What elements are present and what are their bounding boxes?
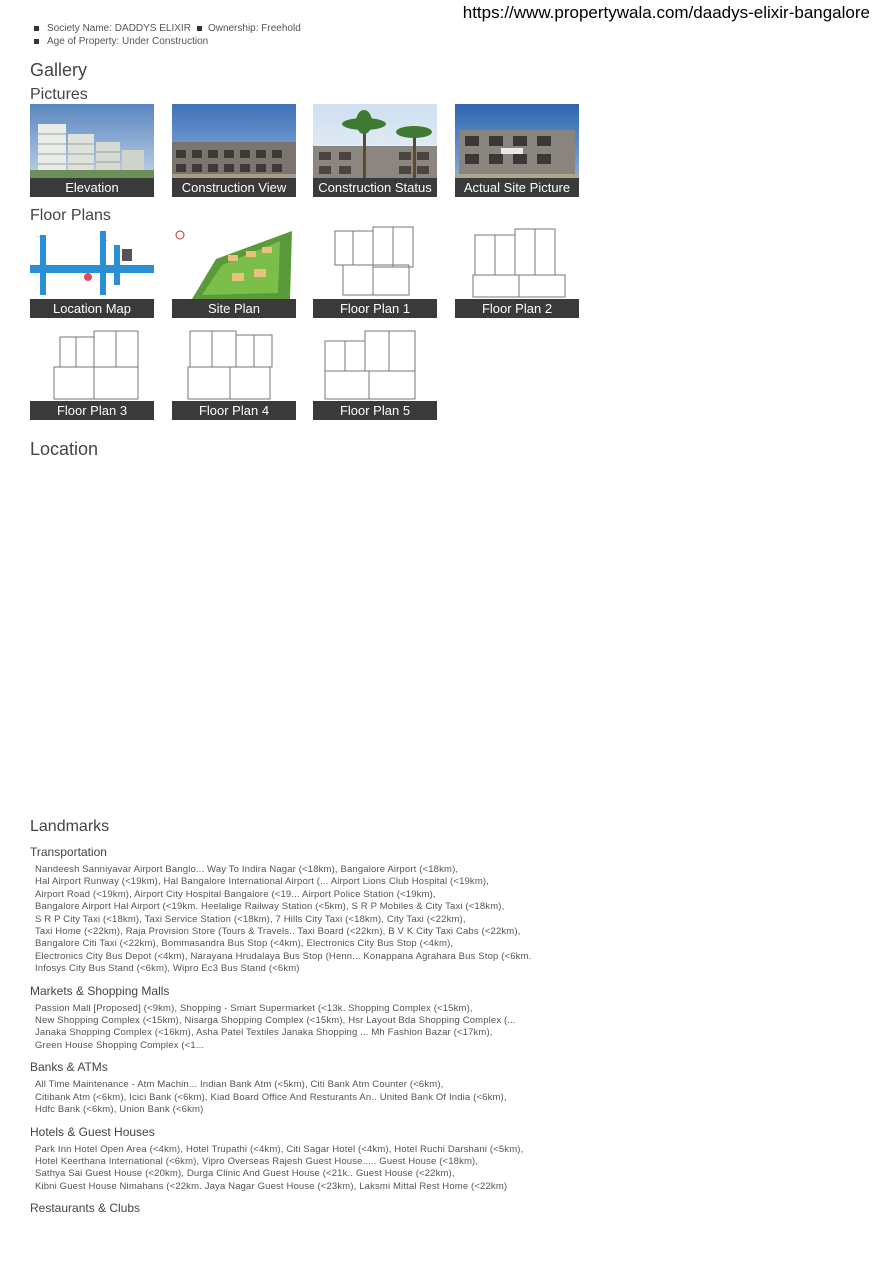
floorplan-caption: Floor Plan 2 [455,299,579,318]
landmark-line: Citibank Atm (<6km), Icici Bank (<6km), Kiad Board Office And Resturants An.. United Bank Of India (<6km), [35,1091,507,1103]
landmark-line: Sathya Sai Guest House (<20km), Durga Clinic And Guest House (<21k.. Guest House (<22km), [35,1168,455,1180]
page-url[interactable]: https://www.propertywala.com/daadys-elixir-bangalore [462,3,870,22]
floorplan-caption: Floor Plan 1 [313,299,437,318]
location-heading: Location [30,439,99,459]
landmark-line: Hotel Keerthana International (<6km), Vipro Overseas Rajesh Guest House..... Guest House (<18km), [35,1155,479,1167]
details-row-2 [34,35,301,48]
landmark-line: Bangalore Airport Hal Airport (<19km. Heelalige Railway Station (<5km), S R P Mobiles & City Taxi (<18km), [35,901,505,913]
floorplan-tile-2[interactable] [455,225,579,318]
picture-caption: Construction Status [313,178,437,197]
floorplan-tile-5[interactable] [313,327,437,420]
property-age: Age of Property: Under Construction [47,36,209,47]
landmark-line: Infosys City Bus Stand (<6km), Wipro Ec3 Bus Stand (<6km) [35,963,300,975]
landmark-line: Taxi Home (<22km), Raja Provision Store (Tours & Travels.. Taxi Board (<22km), B V K City Taxi Cabs (<22km), [35,926,521,938]
pictures-heading: Pictures [30,86,88,103]
floorplan-tile-1[interactable] [313,225,437,318]
floorplan-caption: Site Plan [172,299,296,318]
landmark-line: Airport Road (<19km), Airport City Hospital Bangalore (<19... Airport Police Station (<19km), [35,888,436,900]
picture-caption: Construction View [172,178,296,197]
landmark-line: Nandeesh Sanniyavar Airport Banglo... Way To Indira Nagar (<18km), Bangalore Airport (<18km), [35,864,459,875]
details-row-1 [34,22,301,35]
landmark-line: Hal Airport Runway (<19km), Hal Bangalore International Airport (... Airport Lions Club Hospital (<19km), [35,876,490,888]
landmark-line: Janaka Shopping Complex (<16km), Asha Patel Textiles Janaka Shopping ... Mh Fashion Bazar (<17km), [35,1027,493,1039]
bullet-icon [34,39,39,44]
landmarks-heading: Landmarks [30,818,110,835]
picture-tile-construction-status[interactable] [313,104,437,197]
ownership: Ownership: Freehold [207,23,301,34]
floorplan-tile-site-plan[interactable] [172,225,296,318]
bullet-icon [197,26,202,31]
location-map-area[interactable] [30,468,590,808]
floorplan-tile-4[interactable] [172,327,296,420]
landmark-line: Hdfc Bank (<6km), Union Bank (<6km) [35,1104,204,1116]
landmark-category-title: Markets & Shopping Malls [30,983,170,998]
floorplans-heading: Floor Plans [30,207,111,224]
landmark-line: Electronics City Bus Depot (<4km), Narayana Hrudalaya Bus Stop (Henn... Konappana Agrahara Bus Stop (<6km. [35,950,532,962]
bullet-icon [34,26,39,31]
floorplan-tile-3[interactable] [30,327,154,420]
picture-tile-construction-view[interactable] [172,104,296,197]
landmark-category-title: Hotels & Guest Houses [30,1124,155,1139]
landmarks-list [30,845,870,1220]
floorplan-tile-location-map[interactable] [30,225,154,318]
svg-text:—: — [36,233,40,238]
picture-tile-actual-site[interactable] [455,104,579,197]
landmark-line: All Time Maintenance - Atm Machin... Indian Bank Atm (<5km), Citi Bank Atm Counter (<6km), [35,1079,444,1091]
landmark-line: S R P City Taxi (<18km), Taxi Service Station (<18km), 7 Hills City Taxi (<18km), City Taxi (<22km), [35,913,466,925]
landmark-category-items [30,1144,870,1194]
landmark-category-title: Banks & ATMs [30,1060,108,1075]
landmark-category-title: Restaurants & Clubs [30,1201,141,1216]
landmark-line: Passion Mall [Proposed] (<9km), Shopping - Smart Supermarket (<13k. Shopping Complex (<15km), [35,1002,473,1014]
svg-text:—: — [104,237,108,242]
landmark-line: Park Inn Hotel Open Area (<4km), Hotel Trupathi (<4km), Citi Sagar Hotel (<4km), Hotel Ruchi Darshani (<5km), [35,1143,524,1155]
picture-caption: Elevation [30,178,154,197]
landmark-line: Kibni Guest House Nimahans (<22km. Jaya Nagar Guest House (<23km), Laksmi Mittal Rest Home (<22km) [35,1180,508,1192]
floorplan-caption: Floor Plan 4 [172,401,296,420]
landmark-category-title: Transportation [30,845,107,859]
floorplan-caption: Floor Plan 3 [30,401,154,420]
picture-caption: Actual Site Picture [455,178,579,197]
property-details [34,22,301,48]
society-name: Society Name: DADDYS ELIXIR [47,23,191,34]
landmark-line: New Shopping Complex (<15km), Nisarga Shopping Complex (<15km), Hsr Layout Bda Shopping Complex (... [35,1015,516,1027]
landmark-category-items [30,1003,870,1053]
landmark-category-items [30,864,870,976]
landmark-line: Bangalore Citi Taxi (<22km), Bommasandra Bus Stop (<4km), Electronics City Bus Stop (<4km), [35,938,454,950]
landmark-category-items [30,1079,870,1116]
picture-tile-elevation[interactable] [30,104,154,197]
floorplan-caption: Location Map [30,299,154,318]
landmark-line: Green House Shopping Complex (<1... [35,1039,205,1051]
floorplan-caption: Floor Plan 5 [313,401,437,420]
gallery-heading: Gallery [30,60,88,80]
